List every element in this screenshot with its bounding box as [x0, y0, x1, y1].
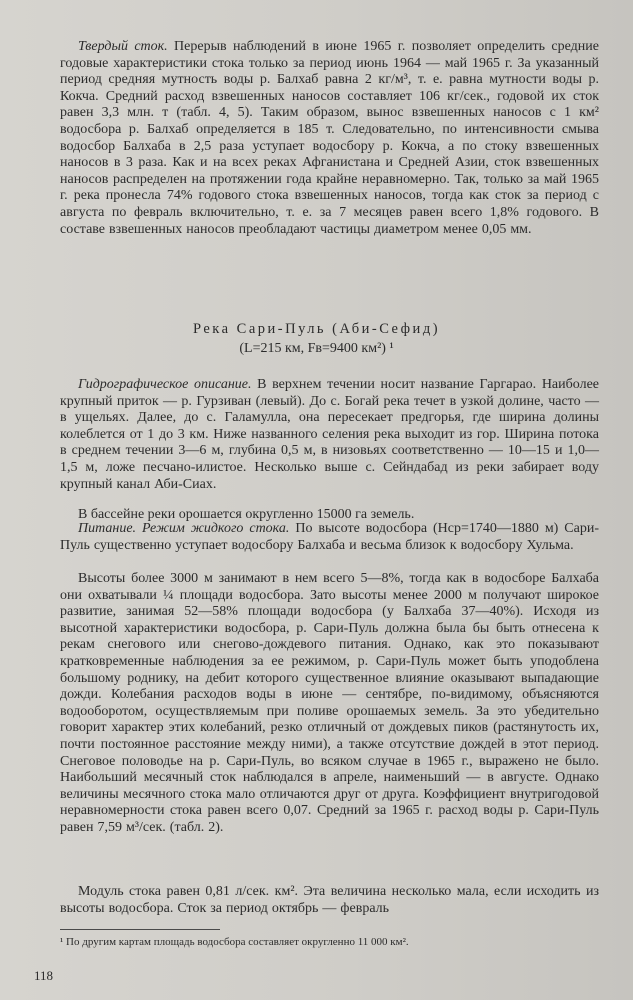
paragraph-runoff-modulus	[60, 884, 599, 918]
paragraph-text: В верхнем течении носит название Гаргарао. Наиболее крупный приток — р. Гурзиван (левый). До с. Богай река течет в узкой долине, часто — в ущельях. Далее, до с. Галамулла, она пересекает предгорья, где ширина долины колеблется от 1 до 3 км. Ниже названного селения река выходит из гор. Ширина потока в среднем течении 3—6 м, глубина 0,5 м, в низовьях соответственно — 10—15 и 1,0—1,5 м, ложе песчано-илистое. Несколько выше с. Сейндабад из реки забирает воду крупный канал Аби-Сиах.	[60, 377, 599, 492]
paragraph-label: Твердый сток.	[78, 39, 168, 54]
paragraph-text: Перерыв наблюдений в июне 1965 г. позволяет определить средние годовые характеристики стока только за период июнь 1964 — май 1965 г. За указанный период средняя мутность воды р. Балхаб равна 2 кг/м³, т. е. равна мутности воды р. Кокча. Средний расход взвешенных наносов составляет 106 кг/сек., годовой их сток равен 3,3 млн. т (табл. 4, 5). Таким образом, вынос взвешенных наносов с 1 км² водосбора р. Балхаб определяется в 185 т. Следовательно, по интенсивности смыва водосбор Балхаба в 2,5 раза уступает водосбору р. Кокча, а по стоку взвешенных наносов в 3 раза. Как и на всех реках Афганистана и Средней Азии, сток взвешенных наносов распределен на протяжении года крайне неравномерно. Так, только за май 1965 г. река пронесла 74% годового стока взвешенных наносов, тогда как сток за период с августа по февраль включительно, т. е. за 7 месяцев равен всего 1,8% годового. В составе взвешенных наносов преобладают частицы диаметром менее 0,05 мм.	[60, 39, 599, 237]
paragraph-text: В бассейне реки орошается округленно 15000 га земель.	[78, 507, 415, 522]
paragraph-heights	[60, 571, 599, 883]
paragraph-solid-runoff	[60, 39, 599, 289]
paragraph-feeding	[60, 521, 599, 571]
footnote: ¹ По другим картам площадь водосбора составляет округленно 11 000 км².	[60, 936, 409, 948]
paragraph-text: Модуль стока равен 0,81 л/сек. км². Эта величина несколько мала, если исходить из высоты водосбора. Сток за период октябрь — февраль	[60, 884, 599, 916]
paragraph-text: Высоты более 3000 м занимают в нем всего 5—8%, тогда как в водосборе Балхаба они охватывали ¼ площади водосбора. Зато высоты менее 2000 м получают широкое развитие, занимая 52—58% площади водосбора (у Балхаба 37—40%). Исходя из высотной характеристики водосбора, р. Сари-Пуль должна была бы быть отнесена к рекам снегового или снегово-дождевого питания. Однако, как это показывают кратковременные наблюдения за ее режимом, р. Сари-Пуль может быть уподоблена большому роднику, на дебит которого существенное влияние оказывают выпадающие дожди. Колебания расходов воды в июне — сентябре, по-видимому, объясняются водооборотом, осуществляемым при поливе орошаемых земель. За это убедительно говорит характер этих колебаний, резко отличный от дождевых пиков (растянутость их, почти постоянное расстояние между ними), а также отсутствие дождей в этот период. Снеговое половодье на р. Сари-Пуль, во всяком случае в 1965 г., выражено не было. Наибольший месячный сток наблюдался в апреле, наименьший — в августе. Однако величины месячного стока мало отличаются друг от друга. Коэффициент внутригодовой неравномерности стока равен всего 0,07. Средний за 1965 г. расход воды р. Сари-Пуль равен 7,59 м³/сек. (табл. 2).	[60, 571, 599, 835]
paragraph-label: Питание. Режим жидкого стока.	[78, 521, 290, 536]
paragraph-label: Гидрографическое описание.	[78, 377, 252, 392]
section-subheading: (L=215 км, Fв=9400 км²) ¹	[239, 341, 394, 356]
page-number: 118	[34, 968, 54, 983]
section-heading: Река Сари-Пуль (Аби-Сефид)	[192, 321, 441, 337]
paragraph-text: По высоте водосбора (Hср=1740—1880 м) Сари-Пуль существенно уступает водосбору Балхаба и весьма близок к водосбору Хульма.	[60, 521, 600, 553]
footnote-divider	[60, 929, 220, 930]
paragraph-hydrographic	[60, 377, 599, 511]
